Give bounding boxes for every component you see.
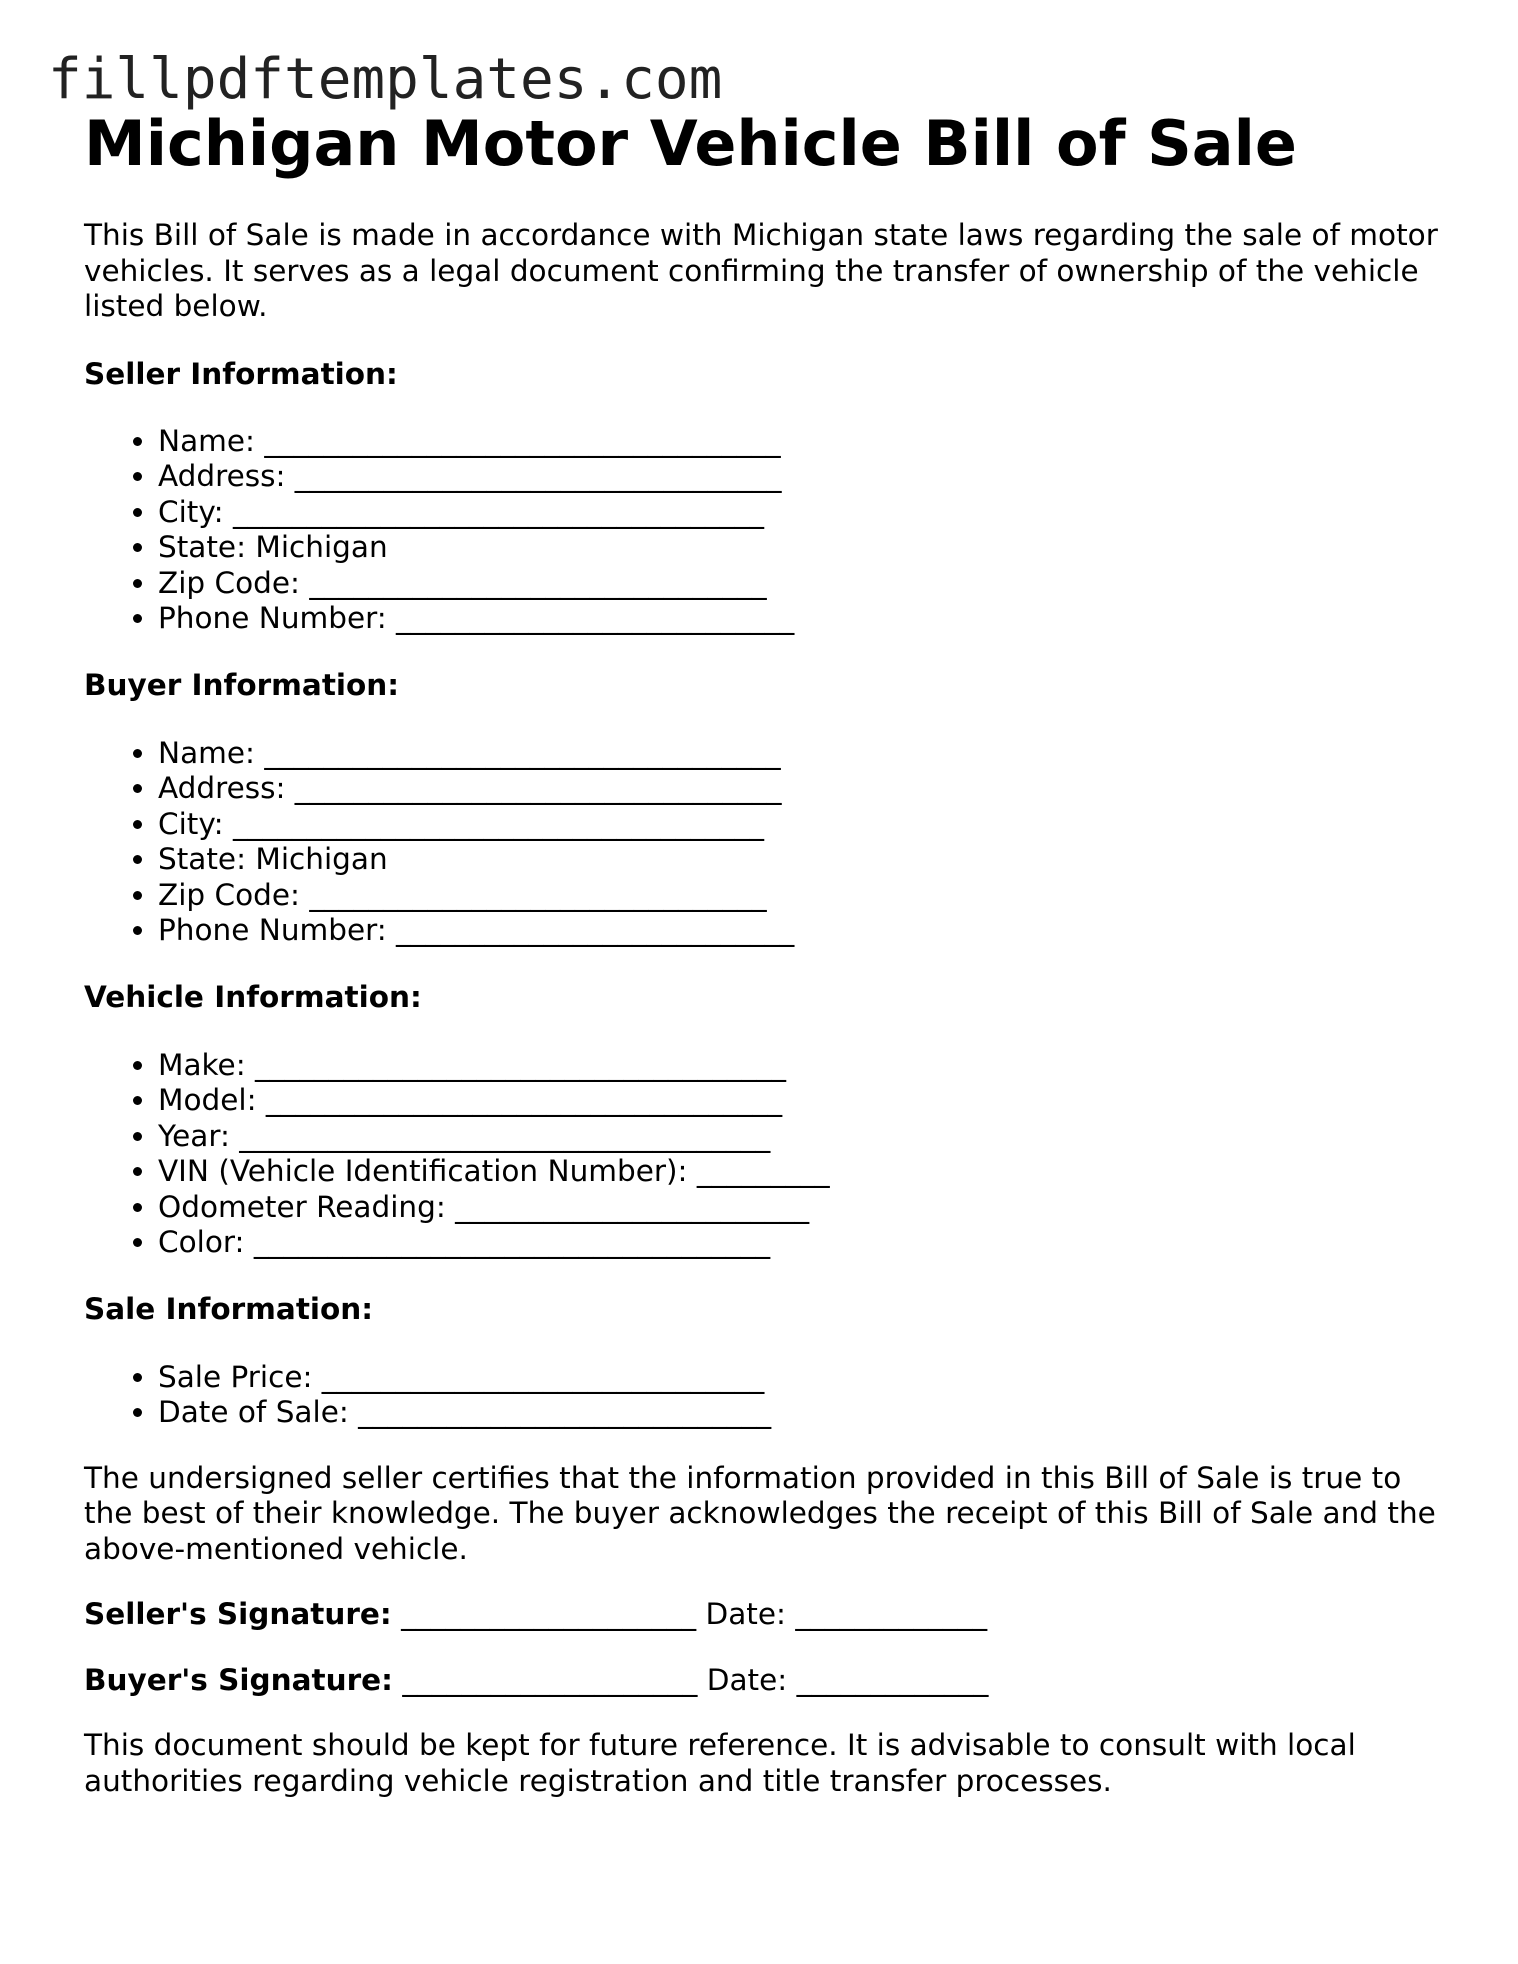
seller-name-field[interactable]: • Name: ___________________________________ <box>158 424 1454 459</box>
closing-paragraph: This document should be kept for future reference. It is advisable to consult with local authorities regarding vehicle registration and title transfer processes. <box>84 1728 1356 1798</box>
buyer-phone-field[interactable]: • Phone Number: ___________________________ <box>158 913 1454 948</box>
buyer-city-field[interactable]: • City: ____________________________________ <box>158 807 1454 842</box>
seller-field-list <box>84 424 1454 636</box>
buyer-zip-field[interactable]: • Zip Code: _______________________________ <box>158 878 1454 913</box>
seller-city-field[interactable]: • City: ____________________________________ <box>158 495 1454 530</box>
seller-address-field[interactable]: • Address: _________________________________ <box>158 459 1454 494</box>
vehicle-year-field[interactable]: • Year: ____________________________________ <box>158 1119 1454 1154</box>
vehicle-field-list <box>84 1048 1454 1260</box>
intro-paragraph: This Bill of Sale is made in accordance with Michigan state laws regarding the sale of motor vehicles. It serves as a legal document confirming the transfer of ownership of the vehicle listed below. <box>84 218 1438 323</box>
seller-phone-field[interactable]: • Phone Number: ___________________________ <box>158 601 1454 636</box>
watermark: fillpdftemplates.com <box>48 47 723 112</box>
buyer-state-field: • State: Michigan <box>158 842 1454 877</box>
vehicle-model-field[interactable]: • Model: ___________________________________ <box>158 1083 1454 1118</box>
buyer-signature-label: Buyer's Signature: <box>84 1662 393 1697</box>
seller-zip-field[interactable]: • Zip Code: _______________________________ <box>158 566 1454 601</box>
sale-field-list <box>84 1360 1454 1431</box>
document <box>84 104 1454 1799</box>
seller-signature-label: Seller's Signature: <box>84 1597 392 1632</box>
sale-price-field[interactable]: • Sale Price: ______________________________ <box>158 1360 1454 1395</box>
vehicle-make-field[interactable]: • Make: ____________________________________ <box>158 1048 1454 1083</box>
sale-section-heading: Sale Information: <box>84 1292 374 1327</box>
vehicle-vin-field[interactable]: • VIN (Vehicle Identification Number): _________ <box>158 1154 1454 1189</box>
seller-section-heading: Seller Information: <box>84 356 398 391</box>
buyer-section-heading: Buyer Information: <box>84 668 400 703</box>
seller-state-field: • State: Michigan <box>158 530 1454 565</box>
vehicle-color-field[interactable]: • Color: ___________________________________ <box>158 1225 1454 1260</box>
vehicle-odometer-field[interactable]: • Odometer Reading: ________________________ <box>158 1190 1454 1225</box>
vehicle-section-heading: Vehicle Information: <box>84 980 422 1015</box>
buyer-signature-blank[interactable]: ____________________ Date: _____________ <box>392 1662 989 1697</box>
seller-signature-blank[interactable]: ____________________ Date: _____________ <box>391 1597 988 1632</box>
buyer-field-list <box>84 736 1454 948</box>
buyer-address-field[interactable]: • Address: _________________________________ <box>158 771 1454 806</box>
sale-date-field[interactable]: • Date of Sale: ____________________________ <box>158 1395 1454 1430</box>
seller-signature-line[interactable] <box>84 1597 1454 1633</box>
buyer-signature-line[interactable] <box>84 1663 1454 1699</box>
buyer-name-field[interactable]: • Name: ___________________________________ <box>158 736 1454 771</box>
certification-paragraph: The undersigned seller certifies that the information provided in this Bill of Sale is true to the best of their knowledge. The buyer acknowledges the receipt of this Bill of Sale and the above-mentioned vehicle. <box>84 1460 1436 1566</box>
page-title: Michigan Motor Vehicle Bill of Sale <box>84 107 1297 180</box>
